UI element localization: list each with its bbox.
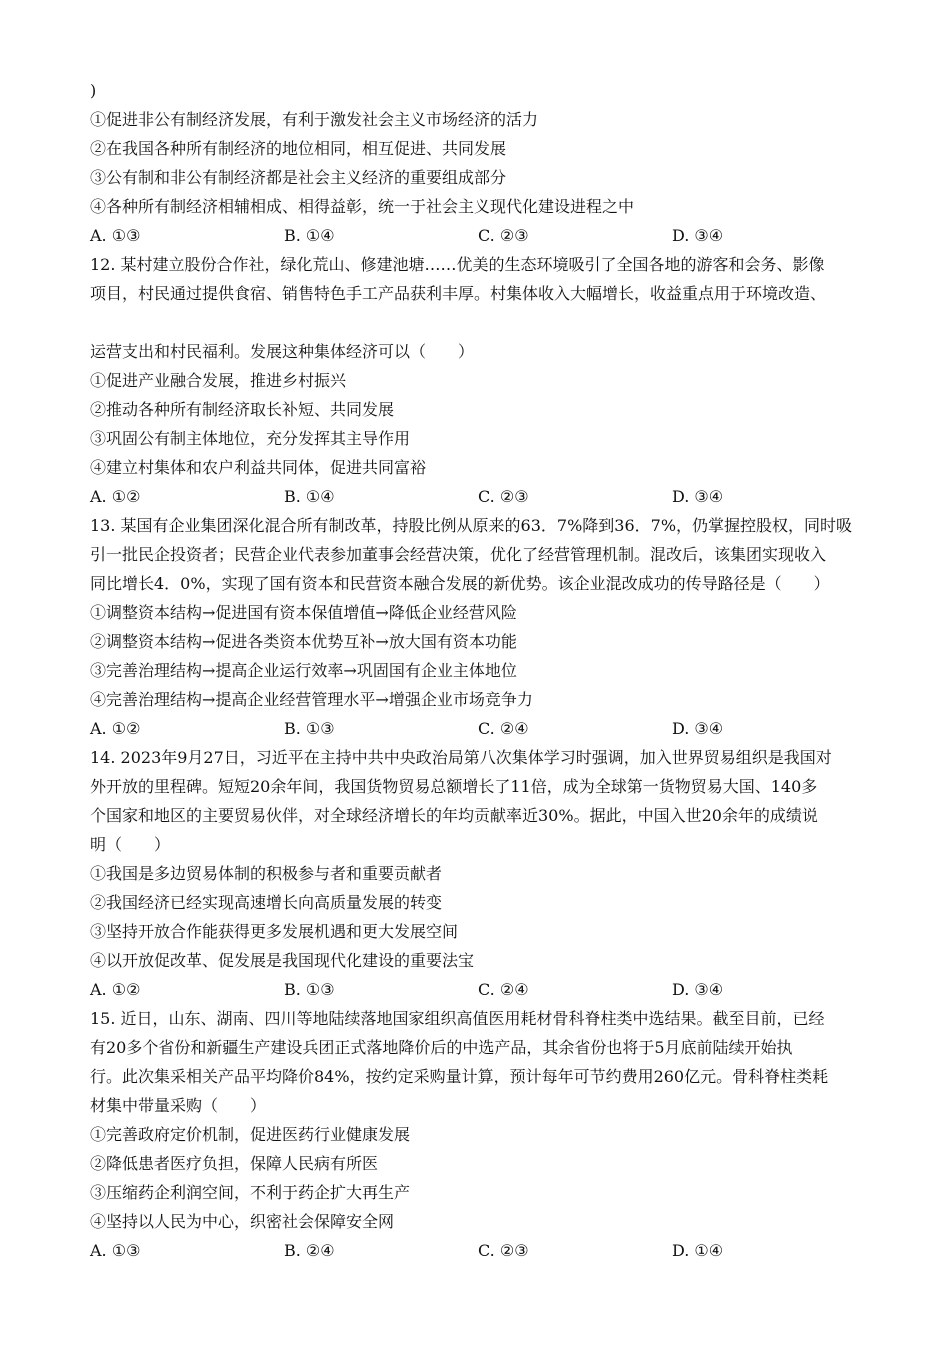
question-stem-line: 运营支出和村民福利。发展这种集体经济可以（ ） [90,342,475,361]
question-stem-line: 15. 近日，山东、湖南、四川等地陆续落地国家组织高值医用耗材骨科脊柱类中选结果。截至目前，已经 [90,1009,825,1028]
statement-4: ④完善治理结构→提高企业经营管理水平→增强企业市场竞争力 [90,690,533,709]
option-d: D. ③④ [672,487,724,506]
option-a: A. ①③ [90,226,141,245]
statement-4: ④坚持以人民为中心，织密社会保障安全网 [90,1212,395,1231]
option-a: A. ①③ [90,1241,141,1260]
statement-2: ②调整资本结构→促进各类资本优势互补→放大国有资本功能 [90,632,517,651]
option-a: A. ①② [90,980,141,999]
option-b: B. ①④ [284,226,335,245]
statement-4: ④建立村集体和农户利益共同体，促进共同富裕 [90,458,427,477]
option-d: D. ③④ [672,980,724,999]
option-a: A. ①② [90,719,141,738]
exam-page [90,76,870,1265]
question-stem-line: 同比增长4．0%，实现了国有资本和民营资本融合发展的新优势。该企业混改成功的传导路径是（ ） [90,574,830,593]
statement-4: ④以开放促改革、促发展是我国现代化建设的重要法宝 [90,951,475,970]
answer-options [90,221,870,250]
statement-1: ①促进非公有制经济发展，有利于激发社会主义市场经济的活力 [90,110,539,129]
question-13 [90,511,870,743]
statement-1: ①我国是多边贸易体制的积极参与者和重要贡献者 [90,864,443,883]
question-stem-line: 外开放的里程碑。短短20余年间，我国货物贸易总额增长了11倍，成为全球第一货物贸易大国、140多 [90,777,818,796]
question-stem-line: 材集中带量采购（ ） [90,1096,267,1115]
question-stem-line: 13. 某国有企业集团深化混合所有制改革，持股比例从原来的63．7%降到36．7%，仍掌握控股权，同时吸 [90,516,853,535]
statement-1: ①完善政府定价机制，促进医药行业健康发展 [90,1125,411,1144]
option-c: C. ②③ [478,1241,529,1260]
statement-3: ③坚持开放合作能获得更多发展机遇和更大发展空间 [90,922,459,941]
statement-3: ③巩固公有制主体地位，充分发挥其主导作用 [90,429,411,448]
question-stem-line: 项目，村民通过提供食宿、销售特色手工产品获利丰厚。村集体收入大幅增长，收益重点用于环境改造、 [90,284,827,303]
option-d: D. ③④ [672,719,724,738]
stem-bracket-tail: ) [90,81,97,100]
option-c: C. ②④ [478,719,529,738]
question-stem-line: 明（ ） [90,835,171,854]
statement-3: ③完善治理结构→提高企业运行效率→巩固国有企业主体地位 [90,661,517,680]
option-b: B. ①③ [284,719,335,738]
statement-2: ②在我国各种所有制经济的地位相同，相互促进、共同发展 [90,139,507,158]
answer-options [90,482,870,511]
question-14 [90,743,870,1004]
statement-4: ④各种所有制经济相辅相成、相得益彰，统一于社会主义现代化建设进程之中 [90,197,635,216]
question-stem-line: 行。此次集采相关产品平均降价84%，按约定采购量计算，预计每年可节约费用260亿元。骨科脊柱类耗 [90,1067,829,1086]
option-d: D. ①④ [672,1241,724,1260]
question-stem-line: 12. 某村建立股份合作社，绿化荒山、修建池塘……优美的生态环境吸引了全国各地的游客和会务、影像 [90,255,825,274]
page-gap [90,308,870,337]
question-stem-line: 14. 2023年9月27日，习近平在主持中共中央政治局第八次集体学习时强调，加入世界贸易组织是我国对 [90,748,832,767]
option-b: B. ②④ [284,1241,335,1260]
statement-3: ③公有制和非公有制经济都是社会主义经济的重要组成部分 [90,168,507,187]
option-c: C. ②④ [478,980,529,999]
statement-2: ②我国经济已经实现高速增长向高质量发展的转变 [90,893,443,912]
answer-options [90,714,870,743]
option-b: B. ①④ [284,487,335,506]
statement-1: ①促进产业融合发展，推进乡村振兴 [90,371,347,390]
statement-2: ②降低患者医疗负担，保障人民病有所医 [90,1154,379,1173]
option-d: D. ③④ [672,226,724,245]
statement-2: ②推动各种所有制经济取长补短、共同发展 [90,400,395,419]
statement-3: ③压缩药企利润空间，不利于药企扩大再生产 [90,1183,411,1202]
question-15 [90,1004,870,1265]
question-stem-line: 个国家和地区的主要贸易伙伴，对全球经济增长的年均贡献率近30%。据此，中国入世20余年的成绩说 [90,806,818,825]
question-stem-line: 有20多个省份和新疆生产建设兵团正式落地降价后的中选产品，其余省份也将于5月底前陆续开始执 [90,1038,793,1057]
option-c: C. ②③ [478,226,529,245]
question-12 [90,250,870,511]
question-stem-line: 引一批民企投资者；民营企业代表参加董事会经营决策，优化了经营管理机制。混改后，该集团实现收入 [90,545,827,564]
option-c: C. ②③ [478,487,529,506]
question-11 [90,76,870,250]
option-a: A. ①② [90,487,141,506]
option-b: B. ①③ [284,980,335,999]
answer-options [90,1236,870,1265]
answer-options [90,975,870,1004]
statement-1: ①调整资本结构→促进国有资本保值增值→降低企业经营风险 [90,603,517,622]
